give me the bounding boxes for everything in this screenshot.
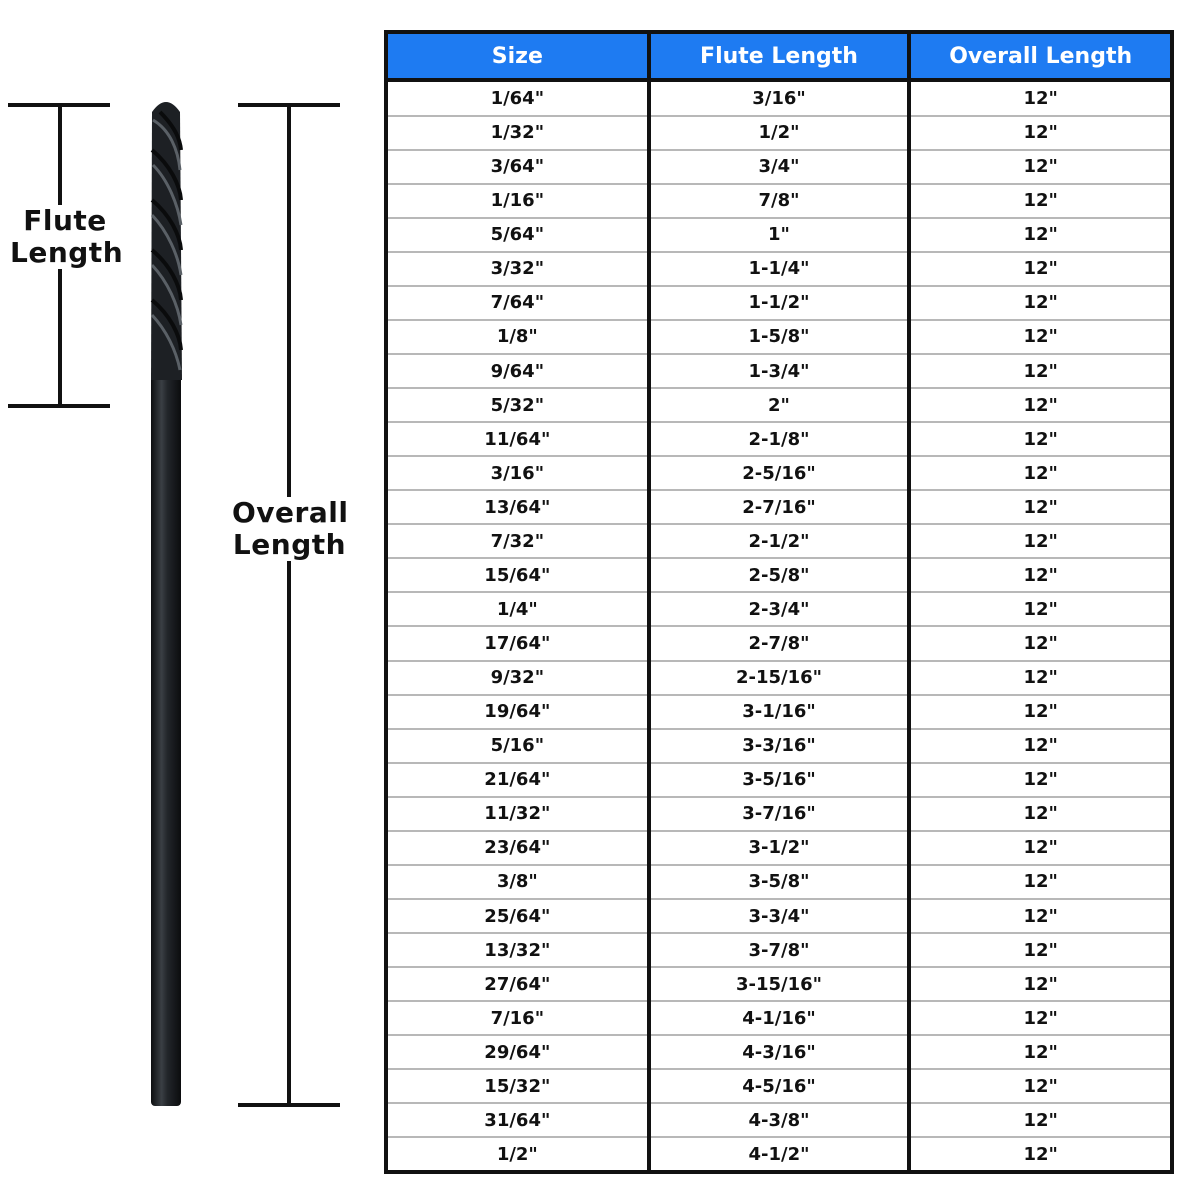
cell-overall-length: 12" <box>909 1035 1170 1069</box>
cell-overall-length: 12" <box>909 1069 1170 1103</box>
header-size: Size <box>388 34 649 80</box>
table-row <box>388 1069 1170 1103</box>
dimension-lines <box>0 0 380 1200</box>
table-row <box>388 388 1170 422</box>
table-row <box>388 80 1170 116</box>
table-header-row <box>388 34 1170 80</box>
cell-overall-length: 12" <box>909 695 1170 729</box>
cell-size: 25/64" <box>388 899 649 933</box>
cell-flute-length: 2-1/2" <box>649 524 910 558</box>
cell-flute-length: 2-7/8" <box>649 626 910 660</box>
table-row <box>388 286 1170 320</box>
cell-flute-length: 1-1/2" <box>649 286 910 320</box>
cell-flute-length: 3-3/16" <box>649 729 910 763</box>
table-row <box>388 320 1170 354</box>
cell-overall-length: 12" <box>909 797 1170 831</box>
cell-overall-length: 12" <box>909 116 1170 150</box>
cell-overall-length: 12" <box>909 661 1170 695</box>
overall-length-dimension <box>238 105 340 1105</box>
cell-flute-length: 7/8" <box>649 184 910 218</box>
cell-overall-length: 12" <box>909 184 1170 218</box>
table-row <box>388 1035 1170 1069</box>
table-row <box>388 218 1170 252</box>
cell-size: 21/64" <box>388 763 649 797</box>
cell-overall-length: 12" <box>909 388 1170 422</box>
cell-size: 3/16" <box>388 456 649 490</box>
cell-flute-length: 3-15/16" <box>649 967 910 1001</box>
cell-size: 7/32" <box>388 524 649 558</box>
cell-overall-length: 12" <box>909 218 1170 252</box>
cell-overall-length: 12" <box>909 899 1170 933</box>
cell-size: 5/16" <box>388 729 649 763</box>
cell-flute-length: 3-7/16" <box>649 797 910 831</box>
table-row <box>388 422 1170 456</box>
cell-overall-length: 12" <box>909 490 1170 524</box>
cell-size: 15/32" <box>388 1069 649 1103</box>
cell-size: 29/64" <box>388 1035 649 1069</box>
cell-overall-length: 12" <box>909 592 1170 626</box>
cell-size: 15/64" <box>388 558 649 592</box>
cell-size: 3/8" <box>388 865 649 899</box>
cell-overall-length: 12" <box>909 456 1170 490</box>
cell-overall-length: 12" <box>909 831 1170 865</box>
cell-size: 11/32" <box>388 797 649 831</box>
cell-size: 31/64" <box>388 1103 649 1137</box>
drill-bit-diagram <box>0 0 380 1200</box>
cell-flute-length: 1-3/4" <box>649 354 910 388</box>
table-row <box>388 524 1170 558</box>
overall-length-label: Overall Length <box>232 496 349 561</box>
cell-flute-length: 2-15/16" <box>649 661 910 695</box>
cell-size: 5/32" <box>388 388 649 422</box>
cell-flute-length: 1" <box>649 218 910 252</box>
cell-size: 3/32" <box>388 252 649 286</box>
cell-size: 27/64" <box>388 967 649 1001</box>
cell-overall-length: 12" <box>909 626 1170 660</box>
table-row <box>388 1137 1170 1170</box>
cell-size: 9/64" <box>388 354 649 388</box>
table-row <box>388 490 1170 524</box>
cell-overall-length: 12" <box>909 80 1170 116</box>
cell-overall-length: 12" <box>909 1001 1170 1035</box>
cell-overall-length: 12" <box>909 558 1170 592</box>
table-row <box>388 1103 1170 1137</box>
table-row <box>388 116 1170 150</box>
cell-size: 1/4" <box>388 592 649 626</box>
size-table <box>384 30 1174 1174</box>
table-row <box>388 626 1170 660</box>
cell-size: 9/32" <box>388 661 649 695</box>
cell-size: 1/64" <box>388 80 649 116</box>
cell-size: 23/64" <box>388 831 649 865</box>
cell-flute-length: 4-1/16" <box>649 1001 910 1035</box>
cell-flute-length: 3-5/16" <box>649 763 910 797</box>
drill-bit-icon <box>151 102 182 1106</box>
cell-flute-length: 2" <box>649 388 910 422</box>
cell-size: 7/64" <box>388 286 649 320</box>
cell-overall-length: 12" <box>909 1137 1170 1170</box>
cell-overall-length: 12" <box>909 729 1170 763</box>
cell-size: 17/64" <box>388 626 649 660</box>
table-row <box>388 865 1170 899</box>
cell-flute-length: 4-3/8" <box>649 1103 910 1137</box>
table-row <box>388 184 1170 218</box>
header-flute-length: Flute Length <box>649 34 910 80</box>
table-row <box>388 695 1170 729</box>
table-row <box>388 456 1170 490</box>
table-row <box>388 592 1170 626</box>
cell-size: 7/16" <box>388 1001 649 1035</box>
table-row <box>388 1001 1170 1035</box>
cell-flute-length: 4-1/2" <box>649 1137 910 1170</box>
cell-overall-length: 12" <box>909 865 1170 899</box>
cell-flute-length: 3-7/8" <box>649 933 910 967</box>
cell-flute-length: 3-1/2" <box>649 831 910 865</box>
cell-size: 13/32" <box>388 933 649 967</box>
cell-size: 19/64" <box>388 695 649 729</box>
cell-overall-length: 12" <box>909 252 1170 286</box>
cell-overall-length: 12" <box>909 150 1170 184</box>
table-row <box>388 899 1170 933</box>
cell-flute-length: 2-5/16" <box>649 456 910 490</box>
cell-flute-length: 4-3/16" <box>649 1035 910 1069</box>
cell-flute-length: 3-5/8" <box>649 865 910 899</box>
cell-overall-length: 12" <box>909 967 1170 1001</box>
table-row <box>388 729 1170 763</box>
cell-flute-length: 2-1/8" <box>649 422 910 456</box>
cell-overall-length: 12" <box>909 422 1170 456</box>
cell-flute-length: 2-7/16" <box>649 490 910 524</box>
table-row <box>388 354 1170 388</box>
cell-overall-length: 12" <box>909 320 1170 354</box>
cell-overall-length: 12" <box>909 354 1170 388</box>
table-row <box>388 967 1170 1001</box>
table-body <box>388 80 1170 1170</box>
cell-overall-length: 12" <box>909 286 1170 320</box>
cell-size: 3/64" <box>388 150 649 184</box>
table-row <box>388 252 1170 286</box>
cell-flute-length: 3/4" <box>649 150 910 184</box>
cell-size: 1/16" <box>388 184 649 218</box>
table-row <box>388 150 1170 184</box>
header-overall-length: Overall Length <box>909 34 1170 80</box>
table-row <box>388 797 1170 831</box>
cell-size: 13/64" <box>388 490 649 524</box>
cell-flute-length: 3/16" <box>649 80 910 116</box>
cell-flute-length: 1-5/8" <box>649 320 910 354</box>
table-row <box>388 933 1170 967</box>
cell-size: 1/2" <box>388 1137 649 1170</box>
table-row <box>388 763 1170 797</box>
cell-flute-length: 2-3/4" <box>649 592 910 626</box>
cell-size: 1/8" <box>388 320 649 354</box>
cell-overall-length: 12" <box>909 933 1170 967</box>
table-row <box>388 661 1170 695</box>
cell-flute-length: 4-5/16" <box>649 1069 910 1103</box>
cell-size: 11/64" <box>388 422 649 456</box>
cell-overall-length: 12" <box>909 763 1170 797</box>
cell-overall-length: 12" <box>909 524 1170 558</box>
cell-flute-length: 3-1/16" <box>649 695 910 729</box>
cell-flute-length: 2-5/8" <box>649 558 910 592</box>
table-row <box>388 558 1170 592</box>
cell-flute-length: 1-1/4" <box>649 252 910 286</box>
cell-overall-length: 12" <box>909 1103 1170 1137</box>
cell-size: 5/64" <box>388 218 649 252</box>
cell-flute-length: 1/2" <box>649 116 910 150</box>
table-row <box>388 831 1170 865</box>
flute-length-label: Flute Length <box>10 204 124 269</box>
cell-flute-length: 3-3/4" <box>649 899 910 933</box>
cell-size: 1/32" <box>388 116 649 150</box>
